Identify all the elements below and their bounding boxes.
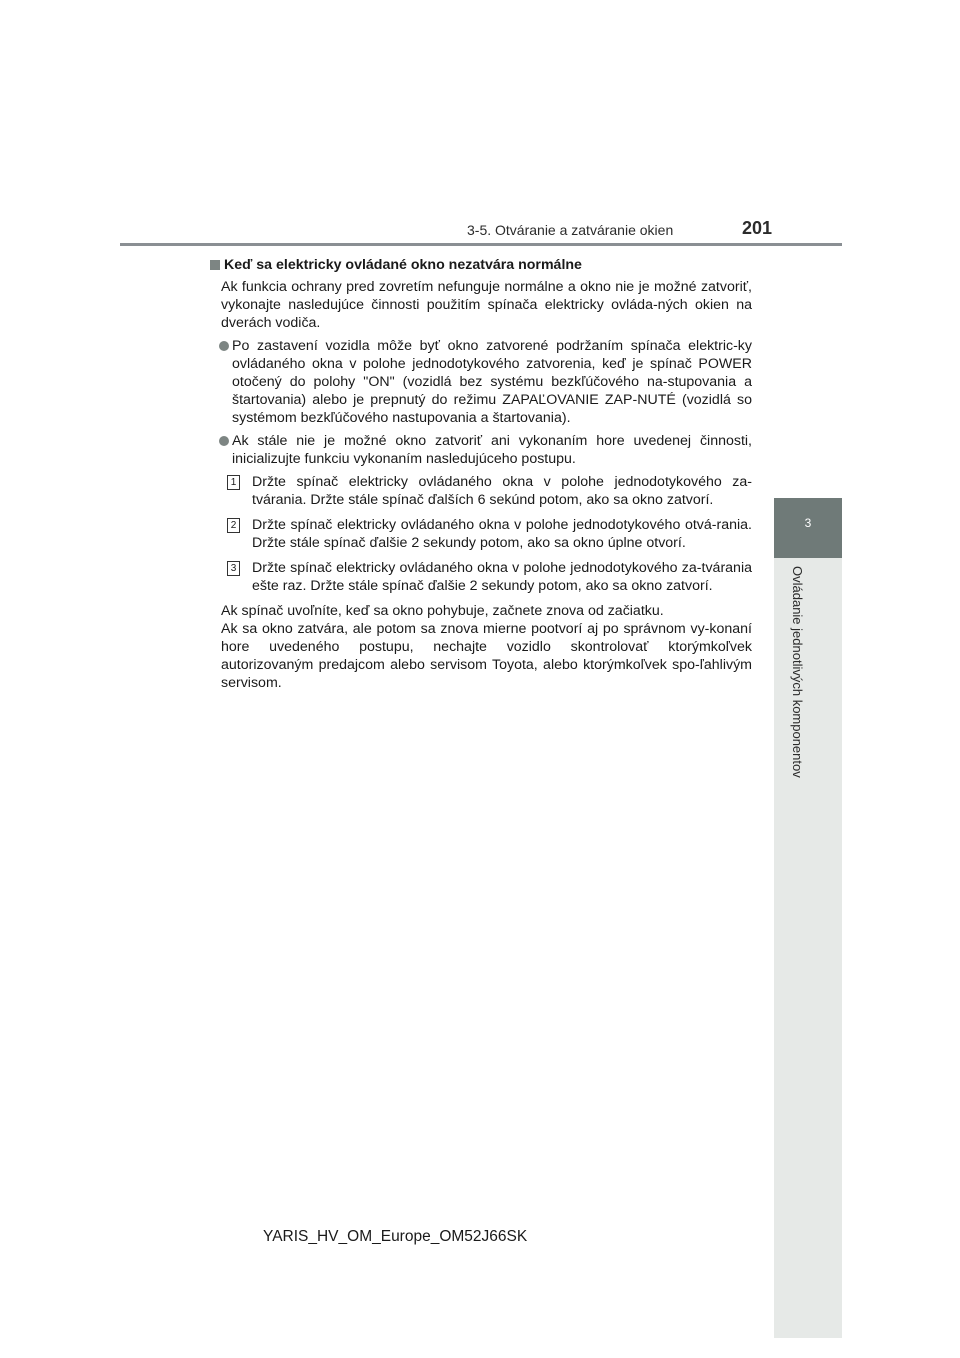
- square-bullet-icon: [210, 260, 220, 270]
- closing-paragraph: Ak sa okno zatvára, ale potom sa znova mierne pootvorí aj po správnom vy-konaní hore uvedeného postupu, nechajte vozidlo skontrolovať ktorýmkoľvek autorizovaným predajcom alebo servisom Toyota, alebo ktorýmkoľvek spo-ľahlivým servisom.: [221, 621, 752, 691]
- step-number-box: 1: [227, 475, 240, 490]
- chapter-title: Ovládanie jednotlivých komponentov: [790, 566, 805, 778]
- chapter-number: 3: [804, 516, 812, 530]
- page-number: 201: [742, 218, 773, 238]
- heading-text: Keď sa elektricky ovládané okno nezatvára normálne: [224, 257, 582, 273]
- circle-bullet-icon: [219, 341, 229, 351]
- section-title: 3-5. Otváranie a zatváranie okien: [467, 222, 674, 238]
- step-text: Držte spínač elektricky ovládaného okna v polohe jednodotykového za-tvárania. Držte stále spínač ďalších 6 sekúnd potom, ako sa okno zatvorí.: [252, 474, 752, 508]
- step-text: Držte spínač elektricky ovládaného okna v polohe jednodotykového za-tvárania ešte raz. Držte stále spínač ďalšie 2 sekundy potom, ako sa okno zatvorí.: [252, 560, 752, 594]
- bullet-text: Ak stále nie je možné okno zatvoriť ani vykonaním hore uvedenej činnosti, inicializujte funkciu vykonaním nasledujúceho postupu.: [232, 433, 752, 467]
- intro-paragraph: Ak funkcia ochrany pred zovretím nefunguje normálne a okno nie je možné zatvoriť, vykonajte nasledujúce činnosti použitím spínača elektricky ovláda-ných okien na dverách vodiča.: [221, 279, 752, 331]
- main-content: [210, 256, 752, 692]
- bullet-item: [216, 432, 752, 468]
- step-item: [221, 473, 752, 509]
- bullet-text: Po zastavení vozidla môže byť okno zatvorené podržaním spínača elektric-ky ovládaného okna v polohe jednodotykového zatvorenia, keď je spínač POWER otočený do polohy "ON" (vozidlá bez systému bezkľúčového na-stupovania a štartovania) alebo je prepnutý do režimu ZAPAĽOVANIE ZAP-NUTÉ (vozidlá so systémom bezkľúčového nastupovania a štartovania).: [232, 338, 752, 426]
- chapter-tab: [774, 498, 842, 558]
- step-item: [221, 516, 752, 552]
- closing-paragraph: Ak spínač uvoľníte, keď sa okno pohybuje, začnete znova od začiatku.: [221, 603, 664, 619]
- document-id: YARIS_HV_OM_Europe_OM52J66SK: [263, 1228, 528, 1245]
- bullet-item: [216, 337, 752, 427]
- step-item: [221, 559, 752, 595]
- step-number-box: 2: [227, 518, 240, 533]
- header-divider: [120, 243, 842, 246]
- circle-bullet-icon: [219, 436, 229, 446]
- step-text: Držte spínač elektricky ovládaného okna v polohe jednodotykového otvá-rania. Držte stále spínač ďalšie 2 sekundy potom, ako sa okno úplne otvorí.: [252, 517, 752, 551]
- step-number-box: 3: [227, 561, 240, 576]
- subsection-heading: [210, 256, 752, 274]
